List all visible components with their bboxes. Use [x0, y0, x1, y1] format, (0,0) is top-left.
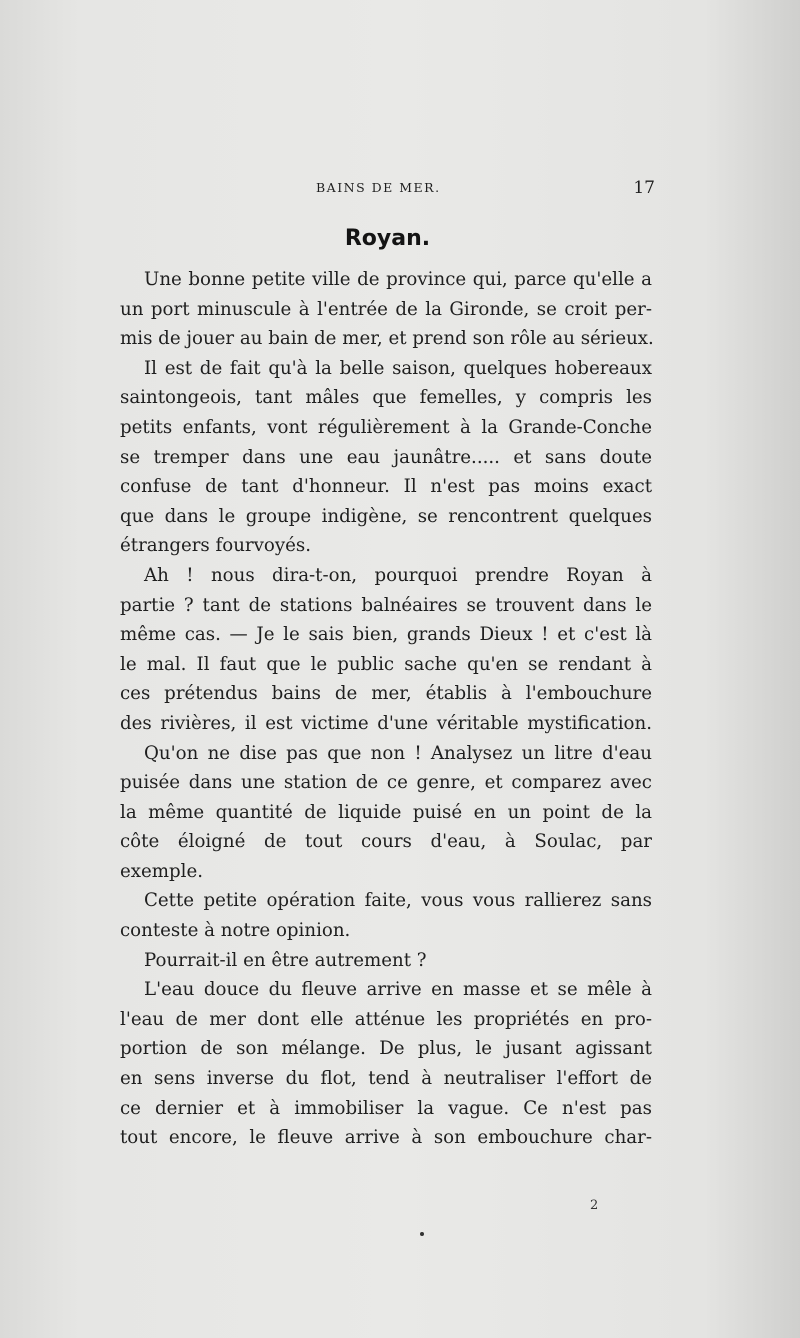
text-line: confuse de tant d'honneur. Il n'est pas moins exact — [120, 476, 652, 498]
text-line: tout encore, le fleuve arrive à son embouchure char- — [120, 1127, 652, 1149]
text-line: le mal. Il faut que le public sache qu'en se rendant à — [120, 653, 652, 675]
text-line: partie ? tant de stations balnéaires se trouvent dans le — [120, 594, 652, 616]
text-line: ce dernier et à immobiliser la vague. Ce n'est pas — [120, 1097, 652, 1119]
text-line: L'eau douce du fleuve arrive en masse et se mêle à — [144, 979, 652, 1001]
page-header — [120, 180, 655, 204]
text-line: un port minuscule à l'entrée de la Gironde, se croit per- — [120, 298, 652, 320]
section-title: Royan. — [344, 226, 431, 251]
text-line: des rivières, il est victime d'une véritable mystification. — [120, 712, 652, 734]
text-line: puisée dans une station de ce genre, et comparez avec — [120, 772, 652, 794]
text-line: conteste à notre opinion. — [120, 920, 351, 942]
running-title: BAINS DE MER. — [316, 180, 441, 195]
text-line: exemple. — [120, 860, 204, 882]
text-line: en sens inverse du flot, tend à neutraliser l'effort de — [120, 1068, 652, 1090]
text-line: l'eau de mer dont elle atténue les propriétés en pro- — [120, 1008, 652, 1030]
text-line: Ah ! nous dira-t-on, pourquoi prendre Royan à — [144, 564, 652, 586]
text-line: saintongeois, tant mâles que femelles, y compris les — [120, 387, 652, 409]
body-text — [120, 265, 652, 1153]
text-line: Pourrait-il en être autrement ? — [144, 949, 427, 971]
ink-speck — [420, 1232, 424, 1236]
text-line: petits enfants, vont régulièrement à la Grande-Conche — [120, 416, 652, 438]
text-line: Une bonne petite ville de province qui, parce qu'elle a — [144, 269, 652, 290]
text-line: étrangers fourvoyés. — [120, 535, 312, 557]
text-line: même cas. — Je le sais bien, grands Dieux ! et c'est là — [120, 624, 652, 646]
text-line: côte éloigné de tout cours d'eau, à Soulac, par — [120, 831, 652, 853]
text-line: Qu'on ne dise pas que non ! Analysez un litre d'eau — [144, 742, 652, 764]
signature-mark: 2 — [590, 1198, 599, 1213]
text-line: Il est de fait qu'à la belle saison, quelques hobereaux — [144, 357, 652, 379]
text-line: que dans le groupe indigène, se rencontrent quelques — [120, 505, 652, 527]
text-line: se tremper dans une eau jaunâtre..... et sans doute — [120, 446, 652, 468]
text-line: mis de jouer au bain de mer, et prend son rôle au sérieux. — [120, 328, 654, 350]
text-line: la même quantité de liquide puisé en un point de la — [120, 801, 652, 823]
text-line: portion de son mélange. De plus, le jusant agissant — [120, 1038, 652, 1060]
text-line: Cette petite opération faite, vous vous rallierez sans — [144, 890, 652, 912]
page-number: 17 — [633, 178, 655, 198]
text-line: ces prétendus bains de mer, établis à l'embouchure — [120, 683, 652, 705]
